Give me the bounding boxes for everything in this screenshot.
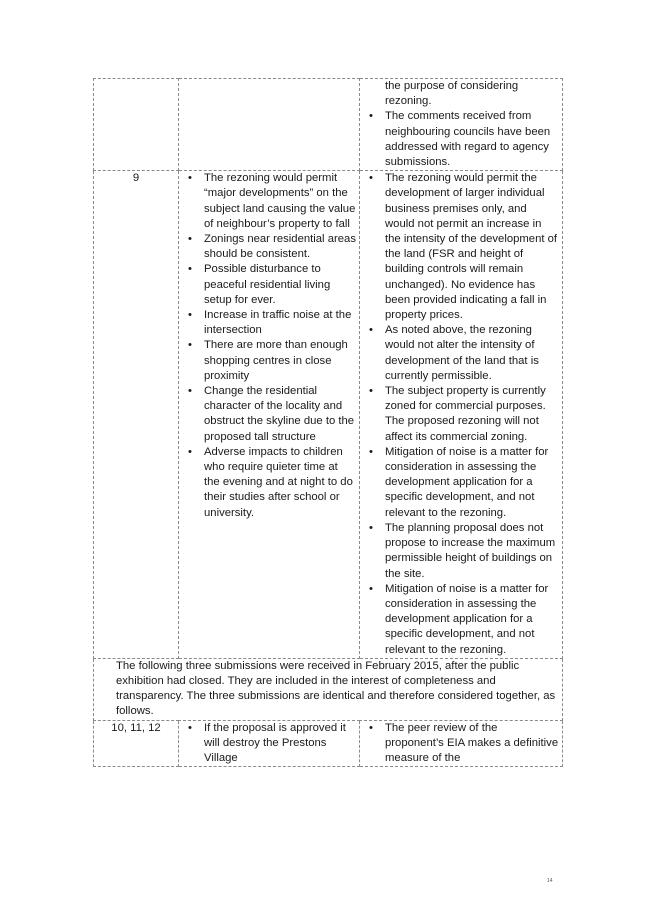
submission-id-cell: 10, 11, 12 bbox=[94, 720, 179, 767]
response-item: • The comments received from neighbouring councils have been addressed with regard to agency submissions. bbox=[363, 109, 559, 170]
response-list bbox=[363, 721, 559, 767]
table-row bbox=[94, 79, 563, 171]
response-continued-text: the purpose of considering rezoning. bbox=[385, 80, 519, 108]
table-row bbox=[94, 720, 563, 767]
response-list bbox=[363, 171, 559, 658]
response-item: • The subject property is currently zoned for commercial purposes. The proposed rezoning will not affect its commercial zoning. bbox=[363, 384, 559, 445]
concern-item: • If the proposal is approved it will destroy the Prestons Village bbox=[182, 721, 356, 767]
response-list bbox=[363, 109, 559, 170]
response-item: • As noted above, the rezoning would not alter the intensity of development of the land that is currently permissible. bbox=[363, 323, 559, 384]
response-item: • The rezoning would permit the development of larger individual business premises only, and would not permit an increase in the intensity of the development of the land (FSR and height of building controls will remain unchanged). No evidence has been provided indicating a fall in property prices. bbox=[363, 171, 559, 323]
response-cell bbox=[360, 720, 563, 767]
response-item: • The planning proposal does not propose to increase the maximum permissible height of buildings on the site. bbox=[363, 521, 559, 582]
submission-id-cell: 9 bbox=[94, 171, 179, 659]
submissions-table bbox=[93, 78, 563, 767]
concern-item: • The rezoning would permit “major developments” on the subject land causing the value of neighbour’s property to fall bbox=[182, 171, 356, 232]
concerns-cell bbox=[179, 720, 360, 767]
concern-item: • Change the residential character of the locality and obstruct the skyline due to the proposed tall structure bbox=[182, 384, 356, 445]
page-number: 14 bbox=[547, 878, 553, 884]
concern-item: • Adverse impacts to children who require quieter time at the evening and at night to do their studies after school or university. bbox=[182, 445, 356, 521]
concern-item: • Increase in traffic noise at the intersection bbox=[182, 308, 356, 338]
table-row bbox=[94, 171, 563, 659]
merged-note-cell: The following three submissions were received in February 2015, after the public exhibition had closed. They are included in the interest of completeness and transparency. The three submissions are identical and therefore considered together, as follows. bbox=[94, 658, 563, 720]
response-item: • Mitigation of noise is a matter for consideration in assessing the development application for a specific development, and not relevant to the rezoning. bbox=[363, 445, 559, 521]
response-cell bbox=[360, 79, 563, 171]
concerns-cell bbox=[179, 171, 360, 659]
concern-item: • Zonings near residential areas should be consistent. bbox=[182, 232, 356, 262]
response-item: • Mitigation of noise is a matter for consideration in assessing the development application for a specific development, and not relevant to the rezoning. bbox=[363, 582, 559, 658]
concerns-list bbox=[182, 171, 356, 521]
submission-id-cell bbox=[94, 79, 179, 171]
response-item: • The peer review of the proponent’s EIA makes a definitive measure of the bbox=[363, 721, 559, 767]
concern-item: • There are more than enough shopping centres in close proximity bbox=[182, 338, 356, 384]
concerns-cell bbox=[179, 79, 360, 171]
concerns-list bbox=[182, 721, 356, 767]
table-row bbox=[94, 658, 563, 720]
concern-item: • Possible disturbance to peaceful residential living setup for ever. bbox=[182, 262, 356, 308]
response-cell bbox=[360, 171, 563, 659]
